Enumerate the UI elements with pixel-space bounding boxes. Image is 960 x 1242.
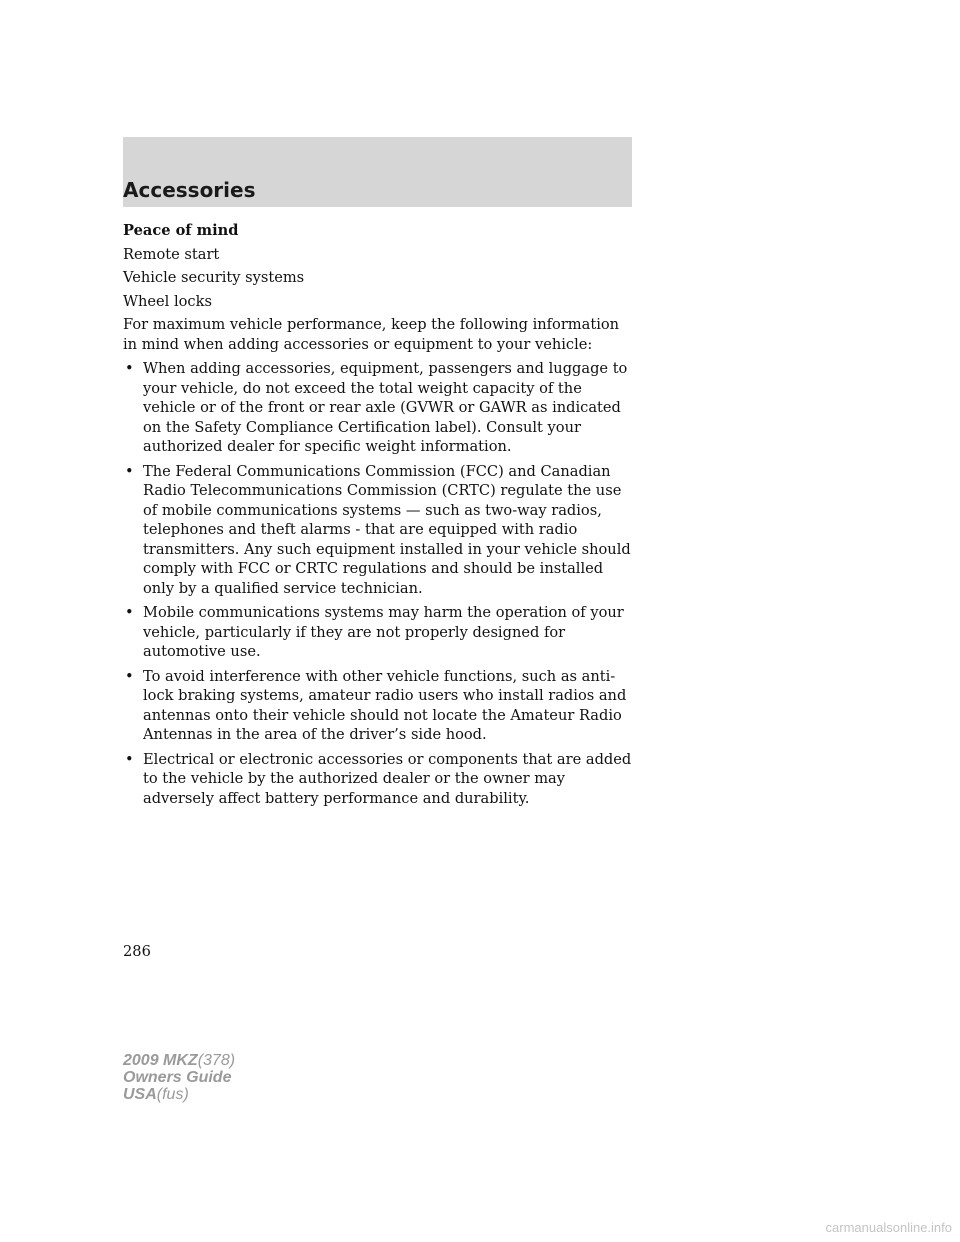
footer-model: 2009 MKZ [123,1052,198,1069]
footer-line-model [123,1052,235,1069]
bullet-text: The Federal Communications Commission (FCC) and Canadian Radio Telecommunications Commission (CRTC) regulate the use of mobile communications systems — such as two-way radios, telephones and theft alarms - that are equipped with radio transmitters. Any such equipment installed in your vehicle should comply with FCC or CRTC regulations and should be installed only by a qualified service technician. [143,462,631,597]
footer-market: USA [123,1086,157,1103]
bullet-item-fcc-crtc [123,462,633,599]
page-content [123,221,633,813]
bullet-item-amateur-radio [123,667,633,745]
footer-guide: Owners Guide [123,1069,232,1086]
bullet-icon: • [125,604,134,621]
bullet-icon: • [125,667,134,685]
footer-market-code: (fus) [156,1086,189,1103]
bullet-icon: • [125,360,134,377]
bullet-item-electrical-accessories [123,750,633,809]
bullet-text: When adding accessories, equipment, passengers and luggage to your vehicle, do not exceed the total weight capacity of the vehicle or of the front or rear axle (GVWR or GAWR as indicated on the Safety Compliance Certification label). Consult your authorized dealer for specific weight information. [143,360,628,455]
bullet-text: Electrical or electronic accessories or components that are added to the vehicle by the authorized dealer or the owner may adversely affect battery performance and durability. [143,750,632,807]
subheading: Peace of mind [123,222,239,239]
intro-paragraph: For maximum vehicle performance, keep the following information in mind when adding accessories or equipment to your vehicle: [123,316,620,353]
footer-model-code: (378) [197,1052,236,1069]
accessory-item-security-systems: Vehicle security systems [123,269,305,286]
footer-line-guide [123,1069,235,1086]
section-title: Accessories [123,178,256,202]
bullet-list [123,359,633,808]
bullet-text: To avoid interference with other vehicle functions, such as anti-lock braking systems, amateur radio users who install radios and antennas onto their vehicle should not locate the Amateur Radio Antennas in the area of the driver’s side hood. [143,667,627,743]
bullet-item-weight-capacity [123,359,633,457]
footer-line-market [123,1086,235,1103]
watermark: carmanualsonline.info [825,1220,952,1235]
page-number: 286 [123,943,151,960]
accessory-item-wheel-locks: Wheel locks [123,292,212,310]
bullet-item-mobile-communications [123,603,633,662]
accessory-item-remote-start: Remote start [123,245,220,263]
bullet-icon: • [125,750,134,768]
bullet-text: Mobile communications systems may harm the operation of your vehicle, particularly if they are not properly designed for automotive use. [143,604,624,660]
bullet-icon: • [125,462,134,480]
footer-info [123,1052,235,1103]
